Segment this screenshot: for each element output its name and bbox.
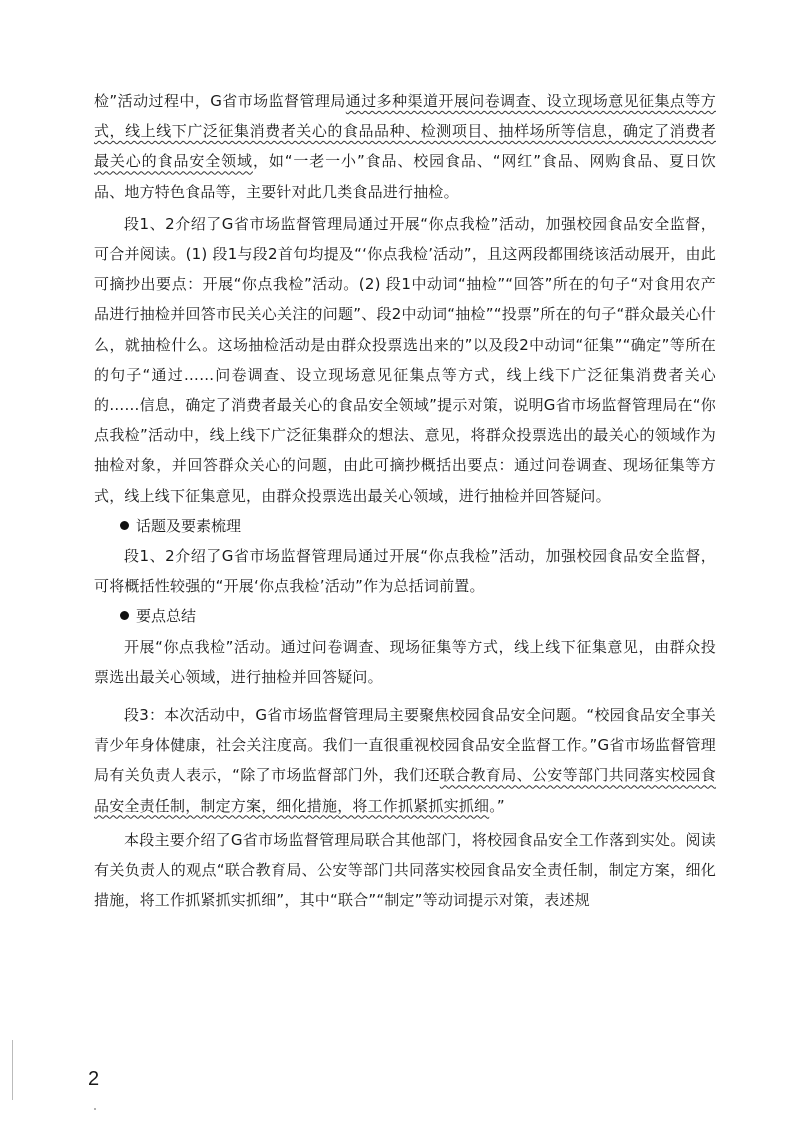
paragraph-1 <box>94 86 716 207</box>
paragraph-2-analysis: 段1、2介绍了G省市场监督管理局通过开展“你点我检”活动，加强校园食品安全监督，可合并阅读。(1) 段1与段2首句均提及“‘你点我检’活动”，且这两段都围绕该活动展开，由此可摘抄出要点：开展“你点我检”活动。(2) 段1中动词“抽检”“回答”所在的句子“对食用农产品进行抽检并回答市民关心关注的问题”、段2中动词“抽检”“投票”所在的句子“群众最关心什么，就抽检什么。这场抽检活动是由群众投票选出来的”以及段2中动词“征集”“确定”等所在的句子“通过……问卷调查、设立现场意见征集点等方式，线上线下广泛征集消费者关心的……信息，确定了消费者最关心的食品安全领域”提示对策，说明G省市场监督管理局在“你点我检”活动中，线上线下广泛征集群众的想法、意见，将群众投票选出的最关心的领域作为抽检对象，并回答群众关心的问题，由此可摘抄概括出要点：通过问卷调查、现场征集等方式，线上线下征集意见，由群众投票选出最关心领域，进行抽检并回答疑问。 <box>94 214 716 505</box>
paragraph-5-underlined: 联合教育局、公安等部门共同落实校园食品安全责任制，制定方案，细化措施，将工作抓紧抓实抓细 <box>94 766 717 815</box>
heading-topic-elements <box>94 511 716 541</box>
paragraph-1-tail: ，如“一老一小”食品、校园食品、“网红”食品、网购食品、夏日饮品、地方特色食品等，主要针对此几类食品进行抽检。 <box>94 152 716 201</box>
paragraph-1-underlined: 通过多种渠道开展问卷调查、设立现场意见征集点等方式，线上线下广泛征集消费者关心的食品品种、检测项目、抽样场所等信息，确定了消费者最关心的食品安全领域 <box>94 92 716 171</box>
paragraph-4-key-points: 开展“你点我检”活动。通过问卷调查、现场征集等方式，线上线下征集意见，由群众投票选出最关心领域，进行抽检并回答疑问。 <box>94 637 716 686</box>
paragraph-3-summary-lead: 段1、2介绍了G省市场监督管理局通过开展“你点我检”活动，加强校园食品安全监督，可将概括性较强的“开展‘你点我检’活动”作为总括词前置。 <box>94 547 716 596</box>
heading-topic-elements-text: 话题及要素梳理 <box>136 516 242 535</box>
paragraph-5-tail: 。” <box>489 796 505 815</box>
bullet-icon <box>120 611 129 620</box>
heading-key-points-text: 要点总结 <box>136 607 197 626</box>
scan-edge-mark <box>12 1040 13 1100</box>
scan-speck <box>94 1108 96 1110</box>
heading-key-points <box>94 601 716 631</box>
paragraph-5-lead: 段3：本次活动中，G省市场监督管理局主要聚焦校园食品安全问题。“校园食品安全事关青少年身体健康，社会关注度高。我们一直很重视校园食品安全监督工作。”G省市场监督管理局有关负责人表示，“除了市场监督部门外，我们还 <box>94 706 716 785</box>
document-body <box>94 86 716 915</box>
paragraph-1-lead: 检”活动过程中，G省市场监督管理局 <box>94 92 346 110</box>
paragraph-6-analysis: 本段主要介绍了G省市场监督管理局联合其他部门，将校园食品安全工作落到实处。阅读有关负责人的观点“联合教育局、公安等部门共同落实校园食品安全责任制，制定方案，细化措施，将工作抓紧抓实抓细”，其中“联合”“制定”等动词提示对策，表述规 <box>94 830 716 910</box>
page-number: 2 <box>88 1068 100 1090</box>
bullet-icon <box>120 521 129 530</box>
paragraph-5-source <box>94 700 716 821</box>
